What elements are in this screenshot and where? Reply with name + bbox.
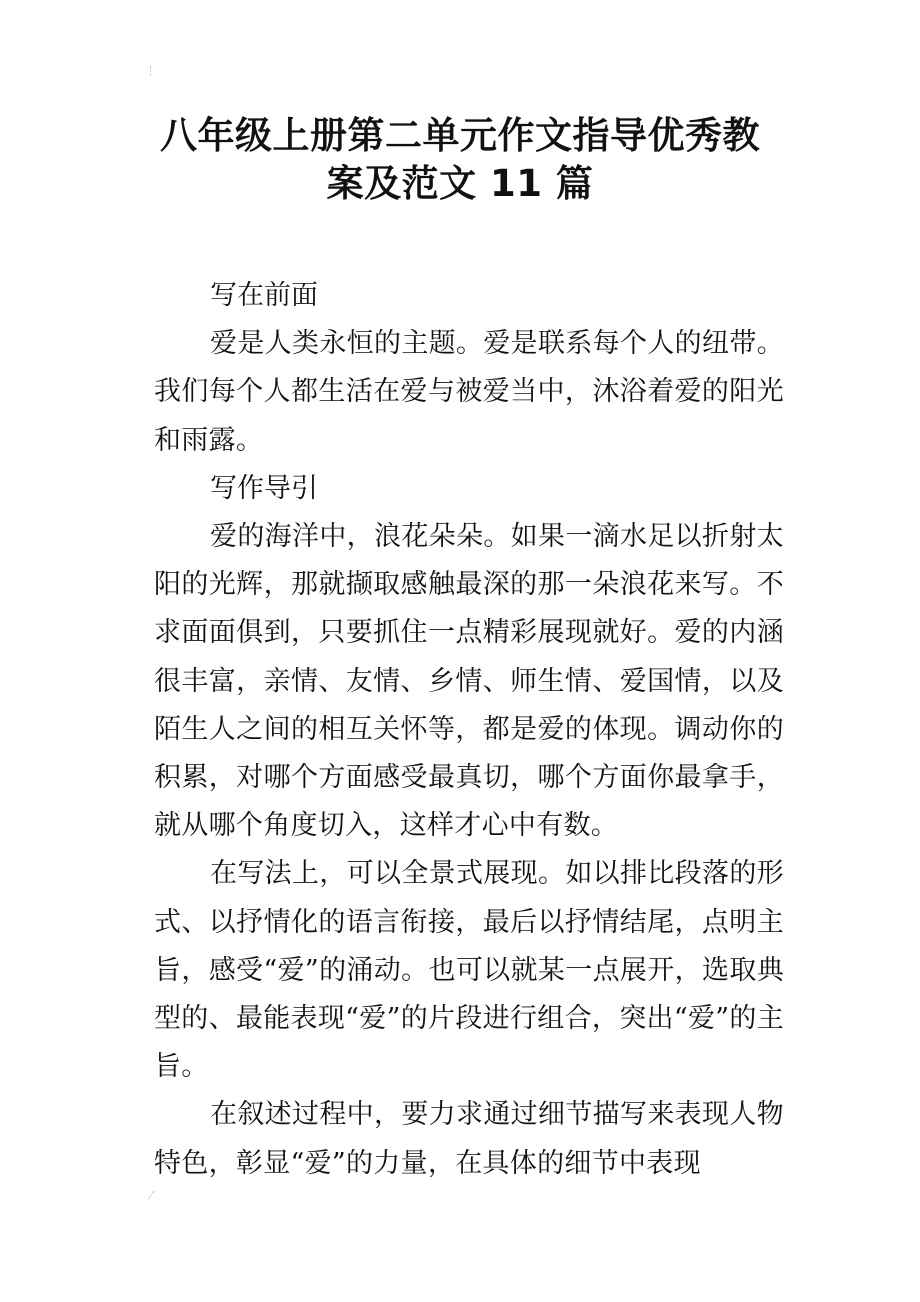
section-heading-intro: 写在前面 xyxy=(210,280,318,311)
paragraph-guide-1: 爱的海洋中，浪花朵朵。如果一滴水足以折射太阳的光辉，那就撷取感触最深的那一朵浪花来写。不求面面俱到，只要抓住一点精彩展现就好。爱的内涵很丰富，亲情、友情、乡情、师生情、爱国情，以及陌生人之间的相互关怀等，都是爱的体现。调动你的积累，对哪个方面感受最真切，哪个方面你最拿手，就从哪个角度切入，这样才心中有数。 xyxy=(154,521,784,842)
paragraph-guide-3: 在叙述过程中，要力求通过细节描写来表现人物特色，彰显“爱”的力量，在具体的细节中表现 xyxy=(154,1099,784,1179)
document-title xyxy=(120,112,800,208)
document-body xyxy=(154,272,784,1188)
title-line-1: 八年级上册第二单元作文指导优秀教 xyxy=(160,114,760,157)
section-heading-guide: 写作导引 xyxy=(210,472,318,504)
scan-mark xyxy=(150,66,157,76)
scan-mark xyxy=(148,1191,159,1203)
title-line-2: 案及范文 11 篇 xyxy=(326,162,594,205)
paragraph-guide-2: 在写法上，可以全景式展现。如以排比段落的形式、以抒情化的语言衔接，最后以抒情结尾，点明主旨，感受“爱”的涌动。也可以就某一点展开，选取典型的、最能表现“爱”的片段进行组合，突出“爱”的主旨。 xyxy=(154,858,784,1083)
paragraph-intro: 爱是人类永恒的主题。爱是联系每个人的纽带。我们每个人都生活在爱与被爱当中，沐浴着爱的阳光和雨露。 xyxy=(154,328,784,456)
